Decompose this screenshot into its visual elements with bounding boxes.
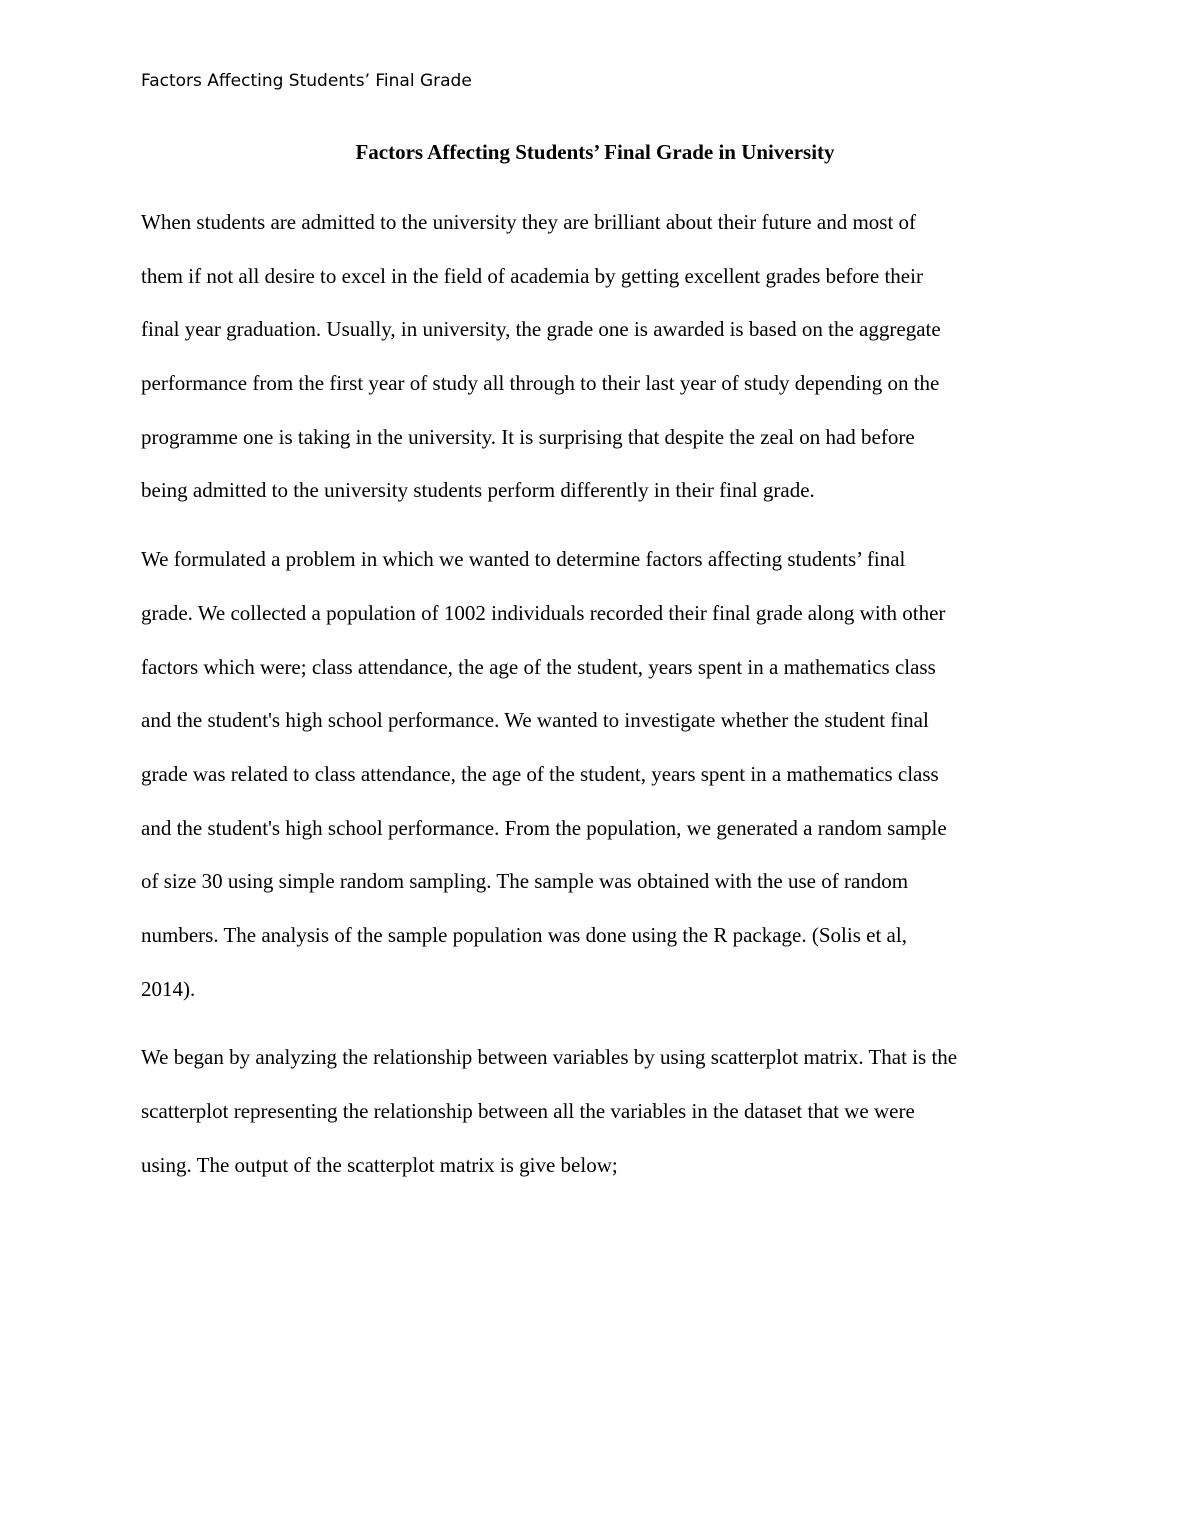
text-line: and the student's high school performance. We wanted to investigate whether the student final [141,708,929,733]
running-header: Factors Affecting Students’ Final Grade [141,71,472,91]
text-line: of size 30 using simple random sampling. The sample was obtained with the use of random [141,869,909,894]
text-line: scatterplot representing the relationship between all the variables in the dataset that we were [141,1099,915,1123]
text-line: factors which were; class attendance, the age of the student, years spent in a mathematics class [141,654,936,679]
text-line: being admitted to the university students perform differently in their final grade. [141,478,815,503]
text-line: performance from the first year of study all through to their last year of study depending on the [141,371,940,396]
document-body [141,196,1061,1207]
text-line: We began by analyzing the relationship between variables by using scatterplot matrix. That is the [141,1045,958,1070]
text-line: When students are admitted to the university they are brilliant about their future and most of [141,210,917,234]
paragraph-scatterplot [141,1031,1061,1192]
text-line: using. The output of the scatterplot matrix is give below; [141,1152,618,1177]
text-line: grade. We collected a population of 1002 individuals recorded their final grade along with other [141,600,946,625]
document-title: Factors Affecting Students’ Final Grade in University [355,140,835,164]
text-line: grade was related to class attendance, the age of the student, years spent in a mathematics class [141,761,939,786]
paragraph-problem [141,533,1061,1016]
text-line: We formulated a problem in which we wanted to determine factors affecting students’ final [141,547,906,572]
text-line: 2014). [141,976,196,1001]
text-line: final year graduation. Usually, in university, the grade one is awarded is based on the aggregate [141,317,941,342]
text-line: programme one is taking in the university. It is surprising that despite the zeal on had before [141,424,915,449]
paragraph-intro [141,196,1061,518]
text-line: numbers. The analysis of the sample population was done using the R package. (Solis et al, [141,922,907,947]
text-line: them if not all desire to excel in the field of academia by getting excellent grades before their [141,263,923,288]
text-line: and the student's high school performance. From the population, we generated a random sample [141,815,947,840]
